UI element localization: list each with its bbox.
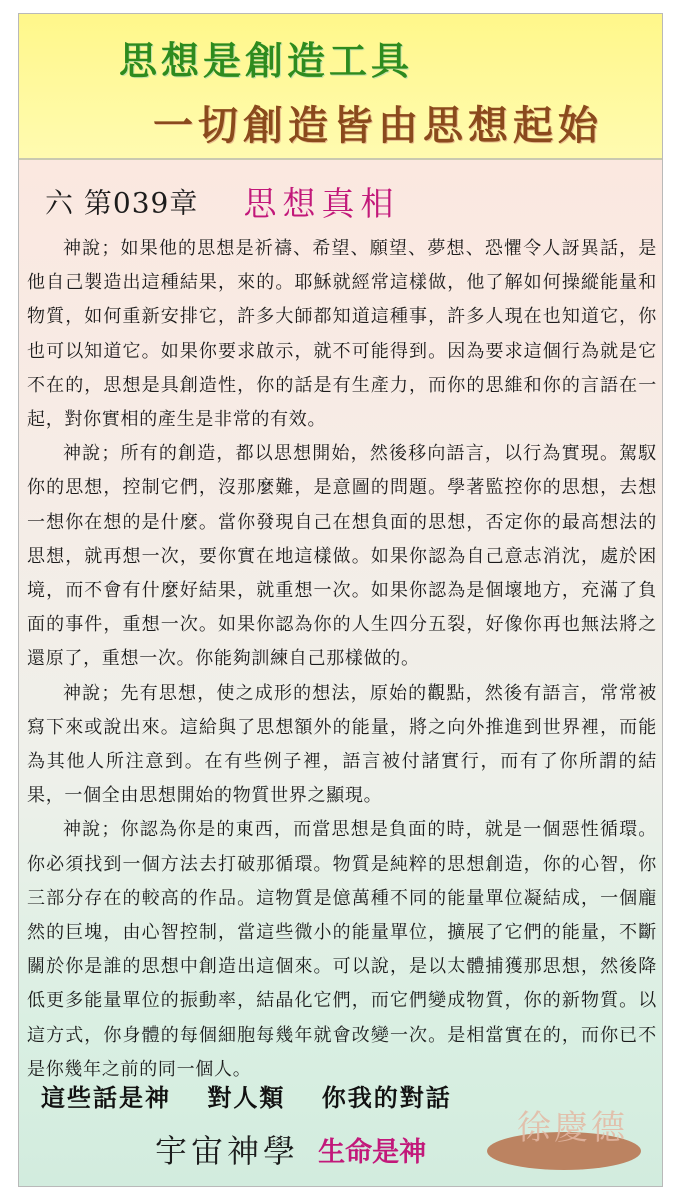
footer-phrase: 這些話是神 xyxy=(41,1083,171,1112)
chapter-heading xyxy=(45,178,399,225)
paragraph: 神說；如果他的思想是祈禱、希望、願望、夢想、恐懼令人訝異話，是他自己製造出這種結果，來的。耶穌就經常這樣做，他了解如何操縱能量和物質，如何重新安排它，許多大師都知道這種事，許多人現在也知道它，你也可以知道它。如果你要求啟示，就不可能得到。因為要求這個行為就是它不在的，思想是具創造性，你的話是有生產力，而你的思維和你的言語在一起，對你實相的產生是非常的有效。 xyxy=(27,238,657,431)
footer-phrase: 你我的對話 xyxy=(321,1083,452,1112)
paragraph: 神說；你認為你是的東西，而當思想是負面的時，就是一個惡性循環。你必須找到一個方法去打破那循環。物質是純粹的思想創造，你的心智，你三部分存在的較高的作品。這物質是億萬種不同的能量單位凝結成，一個龐然的巨塊，由心智控制，當這些微小的能量單位，擴展了它們的能量，不斷關於你是誰的思想中創造出這個來。可以說，是以太體捕獲那思想，然後降低更多能量單位的振動率，結晶化它們，而它們變成物質，你的新物質。以這方式，你身體的每個細胞每幾年就會改變一次。是相當實在的，而你已不是你幾年之前的同一個人。 xyxy=(27,819,657,1080)
banner-title-line2: 一切創造皆由思想起始 xyxy=(153,102,603,149)
footer-brand-name: 宇宙神學 xyxy=(155,1132,300,1170)
title-banner xyxy=(19,14,662,160)
footer-branding xyxy=(155,1126,426,1172)
paragraph: 神說；所有的創造，都以思想開始，然後移向語言，以行為實現。駕馭你的思想，控制它們，沒那麼難，是意圖的問題。學著監控你的思想，去想一想你在想的是什麼。當你發現自己在想負面的思想，否定你的最高想法的思想，就再想一次，要你實在地這樣做。如果你認為自己意志消沈，處於困境，而不會有什麼好結果，就重想一次。如果你認為是個壞地方，充滿了負面的事件，重想一次。如果你認為你的人生四分五裂，好像你再也無法將之還原了，重想一次。你能夠訓練自己那樣做的。 xyxy=(27,443,657,670)
chapter-title: 思想真相 xyxy=(243,184,400,223)
article-text xyxy=(27,232,657,1087)
chapter-number: 六 第039章 xyxy=(45,186,199,220)
footer-tagline xyxy=(41,1078,478,1113)
author-seal-signature: 徐慶德 xyxy=(517,1108,628,1148)
banner-title-line1: 思想是創造工具 xyxy=(119,38,414,83)
article-body xyxy=(19,160,662,1187)
footer-phrase: 對人類 xyxy=(207,1083,286,1112)
paragraph: 神說；先有思想，使之成形的想法，原始的觀點，然後有語言，常常被寫下來或說出來。這給與了思想額外的能量，將之向外推進到世界裡，而能為其他人所注意到。在有些例子裡，語言被付諸實行，而有了你所謂的結果，一個全由思想開始的物質世界之顯現。 xyxy=(27,682,657,807)
footer-brand-motto: 生命是神 xyxy=(318,1136,427,1168)
page-frame xyxy=(18,13,663,1187)
